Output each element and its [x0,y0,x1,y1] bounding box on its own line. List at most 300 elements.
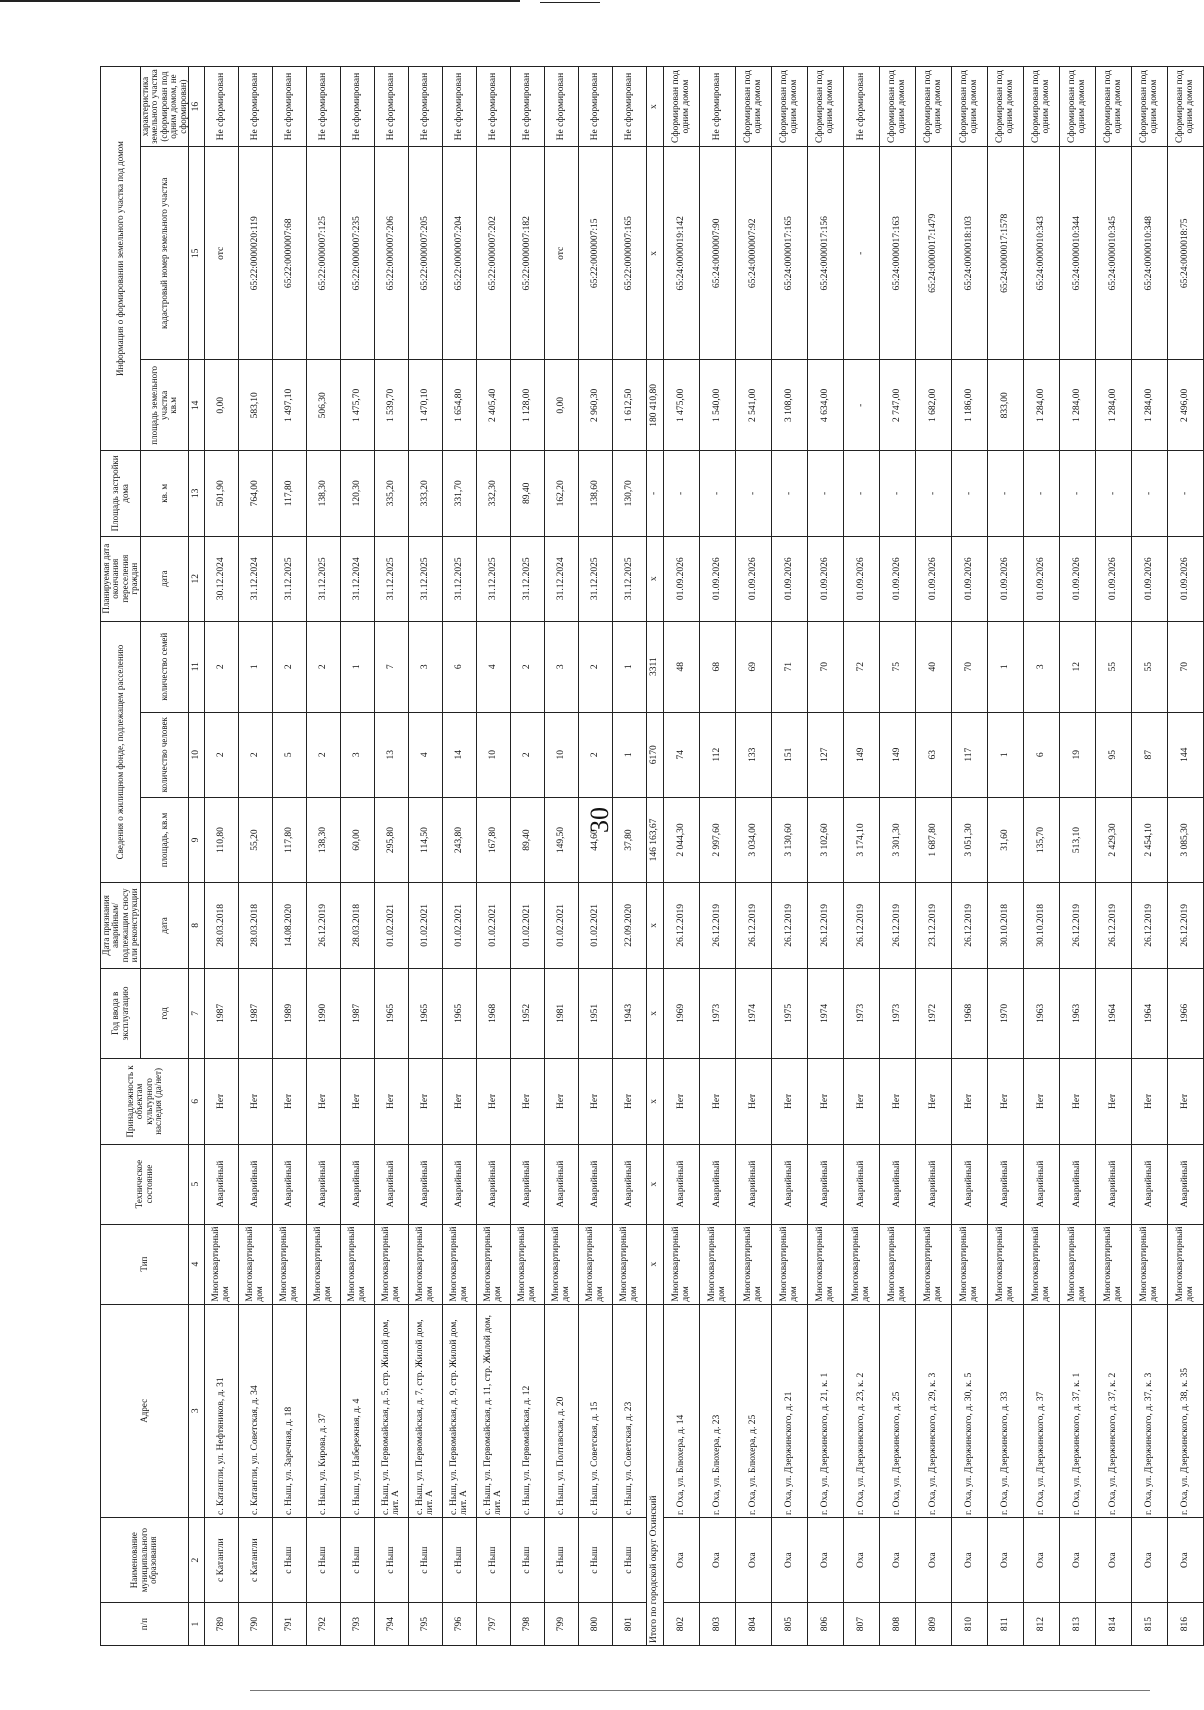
table-cell: с. Ныш, ул. Первомайская, д. 7, стр. Жилой дом, лит. А [409,1304,443,1517]
table-cell: 149 [880,712,916,797]
table-cell: Оха [1060,1517,1096,1602]
table-cell: 26.12.2019 [1060,883,1096,968]
table-cell: 816 [1168,1603,1204,1646]
table-cell: 1990 [307,968,341,1059]
table-cell: 792 [307,1603,341,1646]
table-cell: Оха [736,1517,772,1602]
table-cell: с. Ныш, ул. Советская, д. 15 [579,1304,613,1517]
table-cell: Нет [579,1059,613,1144]
table-cell: Не сформирован [545,67,579,147]
total-label: Итого по городской округ Охинский [647,1304,664,1645]
table-cell: 3 085,30 [1168,797,1204,882]
table-cell: Аварийный [239,1144,273,1224]
table-cell: 65:24:0000010:343 [1024,147,1060,360]
table-cell: Нет [443,1059,477,1144]
table-cell: 811 [988,1603,1024,1646]
table-cell: - [916,451,952,536]
table-cell: 31,60 [988,797,1024,882]
header-address: Адрес [101,1304,189,1517]
column-number: 6 [189,1059,205,1144]
table-cell: 31.12.2024 [545,536,579,621]
table-cell: Аварийный [443,1144,477,1224]
header-row-1 [101,67,141,1646]
table-cell: - [736,451,772,536]
table-cell: 810 [952,1603,988,1646]
table-cell: 1 475,70 [341,360,375,451]
table-cell: 65:22:0000007:206 [375,147,409,360]
table-cell: Не сформирован [307,67,341,147]
table-cell: Аварийный [916,1144,952,1224]
table-cell: 1 284,00 [1060,360,1096,451]
table-cell: 583,10 [239,360,273,451]
table-cell: Сформирован под одним домом [736,67,772,147]
table-cell: 26.12.2019 [880,883,916,968]
table-cell: 70 [952,621,988,712]
table-cell: 120,30 [341,451,375,536]
table-cell: Не сформирован [409,67,443,147]
table-row [880,67,916,1646]
table-cell: Не сформирован [273,67,307,147]
table-cell: 117,80 [273,451,307,536]
table-cell: 117 [952,712,988,797]
table-cell: Не сформирован [239,67,273,147]
table-cell: г. Оха, ул. Блюхера, д. 23 [700,1304,736,1517]
table-cell: 1964 [1132,968,1168,1059]
table-cell: 1951 [579,968,613,1059]
table-cell: 1 [988,621,1024,712]
table-cell: 1987 [341,968,375,1059]
table-cell: Многоквартирный дом [613,1224,647,1304]
table-cell: 01.02.2021 [409,883,443,968]
scan-edge-line [0,0,520,2]
table-cell: Аварийный [307,1144,341,1224]
table-cell: Многоквартирный дом [772,1224,808,1304]
table-cell: Не сформирован [700,67,736,147]
table-cell: Оха [1132,1517,1168,1602]
table-cell: г. Оха, ул. Дзержинского, д. 30, к. 5 [952,1304,988,1517]
table-cell: 69 [736,621,772,712]
table-row [844,67,880,1646]
table-cell: Многоквартирный дом [477,1224,511,1304]
table-cell: 75 [880,621,916,712]
table-cell: 26.12.2019 [700,883,736,968]
table-cell: Оха [1168,1517,1204,1602]
table-row [511,67,545,1646]
table-cell: 1981 [545,968,579,1059]
table-cell: 3 102,60 [808,797,844,882]
table-cell: Многоквартирный дом [1168,1224,1204,1304]
table-cell: 65:22:0000007:182 [511,147,545,360]
table-cell: г. Оха, ул. Дзержинского, д. 38, к. 35 [1168,1304,1204,1517]
table-cell: 01.02.2021 [477,883,511,968]
table-cell: Сформирован под одним домом [664,67,700,147]
table-cell: 44,60 [579,797,613,882]
table-cell: Не сформирован [477,67,511,147]
table-cell: Нет [1024,1059,1060,1144]
table-cell: 28.03.2018 [205,883,239,968]
total-cell: - [647,451,664,536]
table-cell: 01.02.2021 [579,883,613,968]
header-relocation-group: Планируемая дата окончания переселения граждан [101,536,141,621]
table-cell: 65:24:0000010:344 [1060,147,1096,360]
table-cell: 138,60 [579,451,613,536]
table-cell: Нет [880,1059,916,1144]
column-number: 5 [189,1144,205,1224]
table-cell: Аварийный [664,1144,700,1224]
table-cell: 149 [844,712,880,797]
table-cell: с. Ныш, ул. Первомайская, д. 5, стр. Жилой дом, лит. А [375,1304,409,1517]
total-cell: х [647,1144,664,1224]
table-body [205,67,1204,1646]
column-number: 10 [189,712,205,797]
table-cell: 19 [1060,712,1096,797]
total-cell: х [647,1059,664,1144]
table-cell: 2 [307,712,341,797]
table-cell: 1965 [443,968,477,1059]
table-cell: 1968 [952,968,988,1059]
table-cell: Аварийный [808,1144,844,1224]
table-cell: - [1168,451,1204,536]
table-cell: Оха [700,1517,736,1602]
table-cell: 1987 [239,968,273,1059]
table-cell: Нет [1132,1059,1168,1144]
column-number: 1 [189,1603,205,1646]
table-cell: 31.12.2025 [579,536,613,621]
table-cell: 65:22:0000020:119 [239,147,273,360]
table-cell: 813 [1060,1603,1096,1646]
table-cell: 14.08.2020 [273,883,307,968]
table-cell: 01.02.2021 [545,883,579,968]
table-cell: 48 [664,621,700,712]
table-cell: 65:22:0000007:235 [341,147,375,360]
table-cell: 127 [808,712,844,797]
table-cell: г. Оха, ул. Дзержинского, д. 21, к. 1 [808,1304,844,1517]
table-cell: 31.12.2024 [341,536,375,621]
table-cell: отс [205,147,239,360]
table-cell: 01.09.2026 [736,536,772,621]
table-cell: 809 [916,1603,952,1646]
table-cell: Оха [1024,1517,1060,1602]
table-cell: 1 475,00 [664,360,700,451]
table-cell: 37,80 [613,797,647,882]
table-row [700,67,736,1646]
table-cell: 26.12.2019 [664,883,700,968]
table-cell: Многоквартирный дом [511,1224,545,1304]
table-cell: 796 [443,1603,477,1646]
table-cell: Сформирован под одним домом [808,67,844,147]
table-cell: 114,50 [409,797,443,882]
table-cell: Аварийный [880,1144,916,1224]
table-cell: Аварийный [1024,1144,1060,1224]
header-housing-group: Сведения о жилищном фонде, подлежащем расселению [101,621,141,882]
table-cell: Сформирован под одним домом [988,67,1024,147]
table-cell: Аварийный [477,1144,511,1224]
table-cell: 26.12.2019 [844,883,880,968]
table-cell: Многоквартирный дом [205,1224,239,1304]
table-cell: с Ныш [409,1517,443,1602]
table-cell: 4 [477,621,511,712]
table-cell: 1 [613,621,647,712]
header-condition: Техническое состояние [101,1144,189,1224]
table-cell: Аварийный [273,1144,307,1224]
header-built-group: Площадь застройки дома [101,451,141,536]
table-cell: Многоквартирный дом [1132,1224,1168,1304]
table-cell: 833,00 [988,360,1024,451]
table-cell: Не сформирован [579,67,613,147]
table-cell: Не сформирован [613,67,647,147]
table-cell: 0,00 [545,360,579,451]
total-cell: х [647,67,664,147]
table-cell: 794 [375,1603,409,1646]
table-row [736,67,772,1646]
table-cell: Сформирован под одним домом [916,67,952,147]
table-row [545,67,579,1646]
table-cell: 2 [273,621,307,712]
table-cell: 13 [375,712,409,797]
table-cell: 65:22:0000007:125 [307,147,341,360]
table-cell: с Ныш [375,1517,409,1602]
table-cell: Многоквартирный дом [952,1224,988,1304]
table-cell: 1 [988,712,1024,797]
table-cell: 1 612,50 [613,360,647,451]
table-cell: 65:24:0000010:345 [1096,147,1132,360]
table-cell: 1965 [409,968,443,1059]
table-cell: Сформирован под одним домом [1168,67,1204,147]
column-number: 16 [189,67,205,147]
table-cell: 3 108,00 [772,360,808,451]
table-cell: 87 [1132,712,1168,797]
table-cell: Многоквартирный дом [988,1224,1024,1304]
table-cell: Аварийный [613,1144,647,1224]
table-cell: Оха [880,1517,916,1602]
table-cell: 243,80 [443,797,477,882]
table-cell: 70 [808,621,844,712]
table-cell: 1965 [375,968,409,1059]
table-cell: 1989 [273,968,307,1059]
table-cell: 1 284,00 [1132,360,1168,451]
table-cell: 2 454,10 [1132,797,1168,882]
table-cell: Многоквартирный дом [1024,1224,1060,1304]
table-cell: 01.09.2026 [1132,536,1168,621]
table-cell: Многоквартирный дом [239,1224,273,1304]
table-cell: 333,20 [409,451,443,536]
table-cell: 501,90 [205,451,239,536]
table-cell: Аварийный [1096,1144,1132,1224]
table-cell: 28.03.2018 [341,883,375,968]
table-cell: Нет [1168,1059,1204,1144]
table-cell: 01.09.2026 [952,536,988,621]
table-cell: 01.02.2021 [511,883,545,968]
table-cell: с Ныш [477,1517,511,1602]
table-cell: 1 682,00 [916,360,952,451]
column-number: 14 [189,360,205,451]
table-cell: с Ныш [613,1517,647,1602]
table-cell: Оха [952,1517,988,1602]
table-cell: 65:22:0000007:205 [409,147,443,360]
table-cell: 295,80 [375,797,409,882]
table-cell: Аварийный [952,1144,988,1224]
table-cell: 3 [1024,621,1060,712]
table-cell: г. Оха, ул. Дзержинского, д. 37 [1024,1304,1060,1517]
table-cell: Нет [511,1059,545,1144]
table-cell: 812 [1024,1603,1060,1646]
table-cell: 26.12.2019 [1096,883,1132,968]
column-number: 3 [189,1304,205,1517]
table-cell: 2 429,30 [1096,797,1132,882]
table-cell: Многоквартирный дом [664,1224,700,1304]
table-cell: - [844,360,880,451]
table-cell: 40 [916,621,952,712]
column-number: 12 [189,536,205,621]
table-cell: 10 [545,712,579,797]
table-cell: 23.12.2019 [916,883,952,968]
table-cell: - [808,451,844,536]
table-cell: 10 [477,712,511,797]
table-cell: г. Оха, ул. Блюхера, д. 25 [736,1304,772,1517]
table-cell: 138,30 [307,451,341,536]
table-cell: 1973 [700,968,736,1059]
table-row [1168,67,1204,1646]
table-cell: Многоквартирный дом [443,1224,477,1304]
table-cell: Многоквартирный дом [273,1224,307,1304]
table-cell: Нет [1060,1059,1096,1144]
table-cell: с Ныш [545,1517,579,1602]
table-cell: 01.02.2021 [375,883,409,968]
table-cell: Оха [1096,1517,1132,1602]
header-year-group: Год ввода в эксплуатацию [101,968,141,1059]
table-cell: 74 [664,712,700,797]
table-cell: Многоквартирный дом [341,1224,375,1304]
table-cell: 3 130,60 [772,797,808,882]
table-cell: Аварийный [1132,1144,1168,1224]
table-cell: 4 634,00 [808,360,844,451]
column-number: 9 [189,797,205,882]
table-cell: Нет [613,1059,647,1144]
table-cell: 815 [1132,1603,1168,1646]
table-cell: 65:24:0000018:75 [1168,147,1204,360]
table-cell: с. Ныш, ул. Кирова, д. 37 [307,1304,341,1517]
table-cell: - [1096,451,1132,536]
table-row [239,67,273,1646]
table-cell: 1968 [477,968,511,1059]
table-cell: 1974 [808,968,844,1059]
table-cell: Оха [988,1517,1024,1602]
table-cell: 14 [443,712,477,797]
table-cell: 65:22:0000007:165 [613,147,647,360]
table-cell: 31.12.2025 [477,536,511,621]
total-cell: 180 410,80 [647,360,664,451]
table-cell: 803 [700,1603,736,1646]
table-cell: Нет [239,1059,273,1144]
table-cell: 2 [511,621,545,712]
column-number: 8 [189,883,205,968]
table-cell: 806 [808,1603,844,1646]
header-land-area-label: площадь земельного участка [149,365,169,445]
table-cell: с Ныш [443,1517,477,1602]
table-cell: 805 [772,1603,808,1646]
table-cell: 808 [880,1603,916,1646]
table-cell: Оха [844,1517,880,1602]
table-cell: с. Ныш, ул. Первомайская, д. 9, стр. Жилой дом, лит. А [443,1304,477,1517]
table-cell: 1973 [844,968,880,1059]
table-cell: Аварийный [1168,1144,1204,1224]
table-cell: 2 [307,621,341,712]
table-cell: Оха [772,1517,808,1602]
table-cell: с Ныш [579,1517,613,1602]
table-cell: 167,80 [477,797,511,882]
table-cell: 30.12.2024 [205,536,239,621]
table-cell: Нет [772,1059,808,1144]
table-cell: 798 [511,1603,545,1646]
table-cell: Аварийный [375,1144,409,1224]
table-cell: Оха [808,1517,844,1602]
table-cell: 2 [239,712,273,797]
table-cell: 65:24:0000017:163 [880,147,916,360]
table-cell: 1 497,10 [273,360,307,451]
table-cell: Многоквартирный дом [1060,1224,1096,1304]
table-cell: Нет [273,1059,307,1144]
table-cell: 1 539,70 [375,360,409,451]
table-cell: Аварийный [988,1144,1024,1224]
table-cell: 138,30 [307,797,341,882]
table-cell: 1975 [772,968,808,1059]
table-cell: 89,40 [511,451,545,536]
table-cell: с Ныш [341,1517,375,1602]
table-cell: с. Ныш, ул. Первомайская, д. 11, стр. Жилой дом, лит. А [477,1304,511,1517]
total-cell: 3311 [647,621,664,712]
table-cell: 332,30 [477,451,511,536]
table-cell: Не сформирован [844,67,880,147]
table-cell: с. Ныш, ул. Набережная, д. 4 [341,1304,375,1517]
table-cell: Нет [341,1059,375,1144]
header-families: количество семей [141,621,189,712]
table-row [772,67,808,1646]
table-cell: Сформирован под одним домом [1024,67,1060,147]
header-cadastral: кадастровый номер земельного участка [141,147,189,360]
table-cell: Аварийный [736,1144,772,1224]
table-cell: Аварийный [545,1144,579,1224]
column-number: 2 [189,1517,205,1602]
table-cell: 1 [239,621,273,712]
table-cell: Нет [1096,1059,1132,1144]
table-cell: 01.09.2026 [880,536,916,621]
table-cell: Аварийный [772,1144,808,1224]
table-cell: Аварийный [511,1144,545,1224]
table-cell: 1963 [1024,968,1060,1059]
header-area: площадь, кв.м [141,797,189,882]
table-cell: с Ныш [307,1517,341,1602]
table-cell: 791 [273,1603,307,1646]
table-cell: 01.09.2026 [1168,536,1204,621]
table-cell: Многоквартирный дом [916,1224,952,1304]
table-cell: 2 960,30 [579,360,613,451]
table-cell: Нет [700,1059,736,1144]
table-cell: 60,00 [341,797,375,882]
table-cell: Многоквартирный дом [736,1224,772,1304]
table-cell: 01.09.2026 [700,536,736,621]
table-cell: 795 [409,1603,443,1646]
table-cell: Аварийный [579,1144,613,1224]
table-cell: Нет [375,1059,409,1144]
table-cell: 2 [511,712,545,797]
table-cell: 1 [341,621,375,712]
table-cell: Оха [916,1517,952,1602]
table-cell: 506,30 [307,360,341,451]
table-cell: отс [545,147,579,360]
table-cell: с Ныш [273,1517,307,1602]
header-built-unit: кв. м [141,451,189,536]
table-cell: Нет [477,1059,511,1144]
